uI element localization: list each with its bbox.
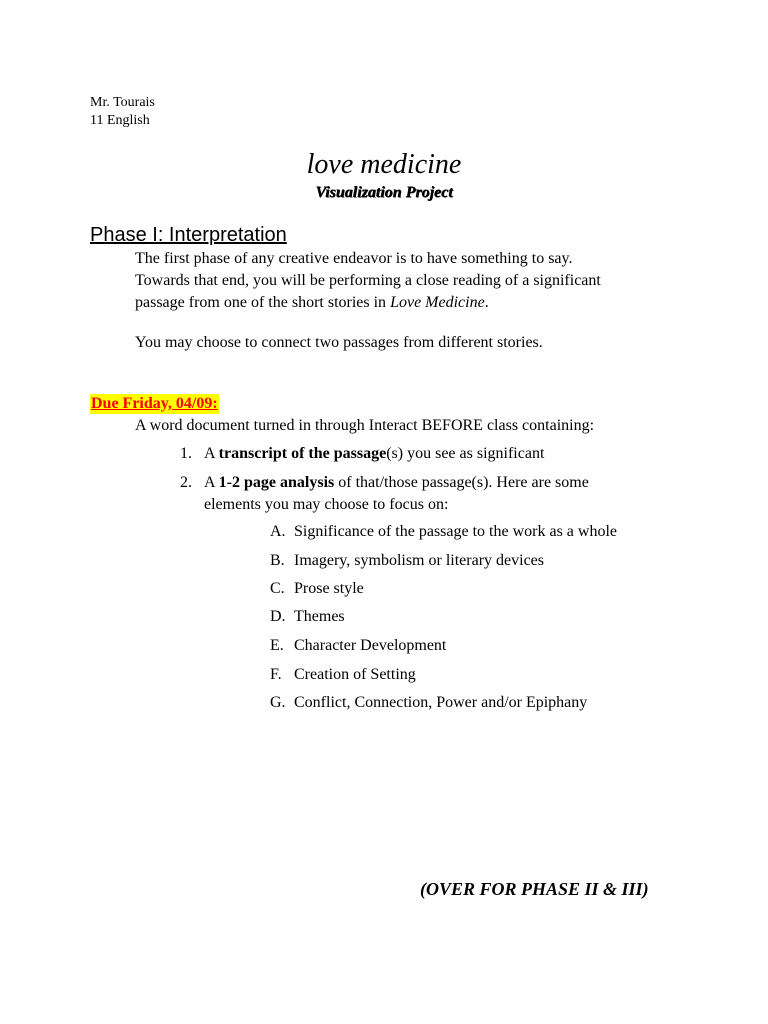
focus-element-text: Imagery, symbolism or literary devices [294, 552, 544, 569]
focus-element-marker: E. [270, 637, 284, 654]
focus-element-item [270, 550, 544, 572]
requirement-pre: A [204, 474, 219, 491]
focus-element-marker: C. [270, 580, 285, 597]
focus-element-marker: D. [270, 608, 286, 625]
course-name: 11 English [90, 113, 150, 128]
focus-element-item [270, 578, 364, 600]
focus-element-marker: G. [270, 694, 286, 711]
focus-element-text: Significance of the passage to the work as a whole [294, 523, 618, 540]
focus-element-item [270, 606, 345, 628]
requirement-item [180, 443, 544, 465]
focus-element-item [270, 635, 446, 657]
requirement-pre: A [204, 445, 219, 462]
due-description: A word document turned in through Interact BEFORE class containing: [135, 417, 595, 434]
due-date-label: Due Friday, 04/09: [91, 395, 218, 412]
intro-line-1: The first phase of any creative endeavor is to have something to say. [135, 250, 573, 267]
over-note: (OVER FOR PHASE II & III) [420, 879, 649, 899]
requirement-continuation: elements you may choose to focus on: [204, 496, 449, 513]
focus-element-text: Conflict, Connection, Power and/or Epiphany [294, 694, 588, 711]
focus-element-marker: B. [270, 552, 285, 569]
book-title: Love Medicine [390, 294, 485, 311]
focus-element-text: Prose style [294, 580, 364, 597]
intro-line-3 [135, 292, 489, 314]
focus-element-item [270, 692, 587, 714]
focus-element-marker: A. [270, 523, 286, 540]
requirement-bold: 1-2 page analysis [218, 474, 335, 491]
focus-element-item [270, 521, 617, 543]
requirement-marker: 1. [180, 445, 192, 462]
requirement-post: (s) you see as significant [386, 445, 545, 462]
document-title: love medicine [306, 149, 462, 180]
focus-element-text: Themes [294, 608, 345, 625]
requirement-marker: 2. [180, 474, 192, 491]
document-subtitle: Visualization Project [315, 184, 453, 201]
teacher-name: Mr. Tourais [90, 95, 155, 110]
requirement-bold: transcript of the passage [218, 445, 387, 462]
phase-heading: Phase I: Interpretation [90, 224, 287, 246]
focus-element-marker: F. [270, 666, 282, 683]
focus-element-item [270, 664, 416, 686]
intro-line-2: Towards that end, you will be performing a close reading of a significant [135, 272, 601, 289]
intro-line-4: You may choose to connect two passages from different stories. [135, 334, 543, 351]
requirement-item [180, 472, 589, 494]
focus-element-text: Creation of Setting [294, 666, 416, 683]
focus-element-text: Character Development [294, 637, 447, 654]
intro-line-3-pre: passage from one of the short stories in [135, 294, 391, 311]
requirement-post: of that/those passage(s). Here are some [334, 474, 589, 491]
intro-line-3-post: . [484, 294, 489, 311]
